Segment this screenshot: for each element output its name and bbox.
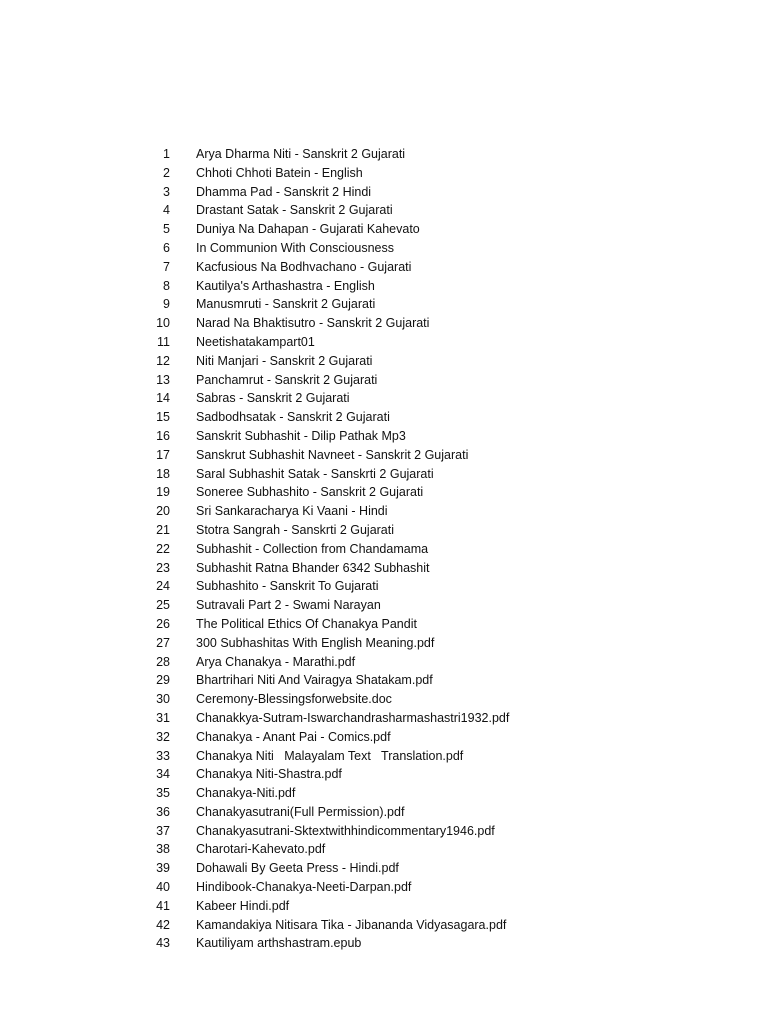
row-title: Niti Manjari - Sanskrit 2 Gujarati [196, 353, 373, 368]
list-item [0, 859, 768, 878]
row-title: Dohawali By Geeta Press - Hindi.pdf [196, 861, 399, 876]
list-item [0, 897, 768, 916]
row-number: 9 [163, 297, 170, 312]
row-number: 14 [156, 391, 170, 406]
row-number: 15 [156, 410, 170, 425]
row-number: 17 [156, 447, 170, 462]
row-number: 35 [156, 786, 170, 801]
row-title: Ceremony-Blessingsforwebsite.doc [196, 692, 392, 707]
row-title: Duniya Na Dahapan - Gujarati Kahevato [196, 222, 420, 237]
row-title: Chanakya Niti Malayalam Text Translation.pdf [196, 748, 464, 763]
row-title: Drastant Satak - Sanskrit 2 Gujarati [196, 203, 393, 218]
row-title: Charotari-Kahevato.pdf [196, 842, 326, 857]
row-title: Sanskrit Subhashit - Dilip Pathak Mp3 [196, 428, 406, 443]
list-item [0, 258, 768, 277]
row-number: 23 [156, 560, 170, 575]
list-item [0, 747, 768, 766]
list-item [0, 653, 768, 672]
list-item [0, 502, 768, 521]
list-item [0, 314, 768, 333]
row-number: 42 [156, 917, 170, 932]
row-title: Chanakya-Niti.pdf [196, 786, 296, 801]
list-item [0, 333, 768, 352]
row-number: 27 [156, 635, 170, 650]
row-number: 2 [163, 165, 170, 180]
row-title: Subhashit Ratna Bhander 6342 Subhashit [196, 560, 430, 575]
list-item [0, 183, 768, 202]
row-number: 19 [156, 485, 170, 500]
list-item [0, 803, 768, 822]
list-item [0, 446, 768, 465]
list-item [0, 521, 768, 540]
list-item [0, 728, 768, 747]
list-item [0, 934, 768, 953]
list-item [0, 201, 768, 220]
row-number: 24 [156, 579, 170, 594]
row-number: 7 [163, 259, 170, 274]
row-title: Chanakya - Anant Pai - Comics.pdf [196, 729, 391, 744]
row-title: Kautiliyam arthshastram.epub [196, 936, 362, 951]
list-item [0, 295, 768, 314]
row-title: Sanskrut Subhashit Navneet - Sanskrit 2 Gujarati [196, 447, 469, 462]
row-number: 28 [156, 654, 170, 669]
list-item [0, 671, 768, 690]
list-item [0, 465, 768, 484]
row-number: 30 [156, 692, 170, 707]
row-title: Sutravali Part 2 - Swami Narayan [196, 598, 381, 613]
row-number: 36 [156, 804, 170, 819]
row-title: Stotra Sangrah - Sanskrti 2 Gujarati [196, 522, 395, 537]
spreadsheet-list [0, 145, 768, 953]
row-number: 4 [163, 203, 170, 218]
row-number: 38 [156, 842, 170, 857]
row-number: 40 [156, 880, 170, 895]
row-title: Kautilya's Arthashastra - English [196, 278, 375, 293]
row-title: Subhashit - Collection from Chandamama [196, 541, 429, 556]
row-title: Sadbodhsatak - Sanskrit 2 Gujarati [196, 410, 390, 425]
row-number: 39 [156, 861, 170, 876]
list-item [0, 596, 768, 615]
row-title: Chanakyasutrani-Sktextwithhindicommentary1946.pdf [196, 823, 495, 838]
row-title: 300 Subhashitas With English Meaning.pdf [196, 635, 435, 650]
row-title: The Political Ethics Of Chanakya Pandit [196, 616, 417, 631]
row-title: Arya Chanakya - Marathi.pdf [196, 654, 356, 669]
row-title: Chanakya Niti-Shastra.pdf [196, 767, 342, 782]
row-number: 29 [156, 673, 170, 688]
row-number: 6 [163, 240, 170, 255]
row-title: Soneree Subhashito - Sanskrit 2 Gujarati [196, 485, 424, 500]
row-number: 18 [156, 466, 170, 481]
row-title: Dhamma Pad - Sanskrit 2 Hindi [196, 184, 372, 199]
row-title: Kamandakiya Nitisara Tika - Jibananda Vidyasagara.pdf [196, 917, 507, 932]
list-item [0, 220, 768, 239]
row-number: 21 [156, 522, 170, 537]
row-number: 16 [156, 428, 170, 443]
list-item [0, 540, 768, 559]
row-number: 31 [156, 710, 170, 725]
row-number: 1 [163, 147, 170, 161]
list-item [0, 765, 768, 784]
row-title: Bhartrihari Niti And Vairagya Shatakam.pdf [196, 673, 433, 688]
list-item [0, 559, 768, 578]
row-title: Hindibook-Chanakya-Neeti-Darpan.pdf [196, 880, 412, 895]
row-title: Kabeer Hindi.pdf [196, 898, 290, 913]
row-title: Chhoti Chhoti Batein - English [196, 165, 363, 180]
list-item [0, 164, 768, 183]
list-item [0, 634, 768, 653]
list-item [0, 577, 768, 596]
list-item [0, 690, 768, 709]
row-number: 32 [156, 729, 170, 744]
list-item [0, 916, 768, 935]
row-number: 20 [156, 504, 170, 519]
row-title: Panchamrut - Sanskrit 2 Gujarati [196, 372, 378, 387]
row-number: 10 [156, 316, 170, 331]
list-item [0, 483, 768, 502]
list-item [0, 840, 768, 859]
row-title: Sabras - Sanskrit 2 Gujarati [196, 391, 350, 406]
list-item [0, 371, 768, 390]
row-number: 22 [156, 541, 170, 556]
row-number: 25 [156, 598, 170, 613]
row-number: 33 [156, 748, 170, 763]
row-number: 3 [163, 184, 170, 199]
row-number: 8 [163, 278, 170, 293]
row-title: Kacfusious Na Bodhvachano - Gujarati [196, 259, 412, 274]
list-item [0, 615, 768, 634]
row-number: 5 [163, 222, 170, 237]
row-title: Saral Subhashit Satak - Sanskrti 2 Gujarati [196, 466, 434, 481]
row-number: 12 [156, 353, 170, 368]
row-title: In Communion With Consciousness [196, 240, 394, 255]
row-number: 43 [156, 936, 170, 951]
row-number: 37 [156, 823, 170, 838]
list-item [0, 427, 768, 446]
row-number: 13 [156, 372, 170, 387]
row-number: 34 [156, 767, 170, 782]
row-title: Neetishatakampart01 [196, 334, 315, 349]
list-item [0, 709, 768, 728]
row-title: Subhashito - Sanskrit To Gujarati [196, 579, 379, 594]
list-item [0, 784, 768, 803]
row-title: Chanakyasutrani(Full Permission).pdf [196, 804, 405, 819]
row-number: 41 [156, 898, 170, 913]
row-number: 11 [157, 334, 170, 349]
list-item [0, 389, 768, 408]
row-title: Chanakkya-Sutram-Iswarchandrasharmashastri1932.pdf [196, 710, 510, 725]
list-item [0, 352, 768, 371]
list-item [0, 277, 768, 296]
row-title: Manusmruti - Sanskrit 2 Gujarati [196, 297, 376, 312]
list-item [0, 878, 768, 897]
list-item [0, 239, 768, 258]
row-number: 26 [156, 616, 170, 631]
row-title: Narad Na Bhaktisutro - Sanskrit 2 Gujarati [196, 316, 430, 331]
list-item [0, 822, 768, 841]
row-title: Sri Sankaracharya Ki Vaani - Hindi [196, 504, 388, 519]
list-item [0, 145, 768, 164]
list-item [0, 408, 768, 427]
row-title: Arya Dharma Niti - Sanskrit 2 Gujarati [196, 147, 406, 161]
